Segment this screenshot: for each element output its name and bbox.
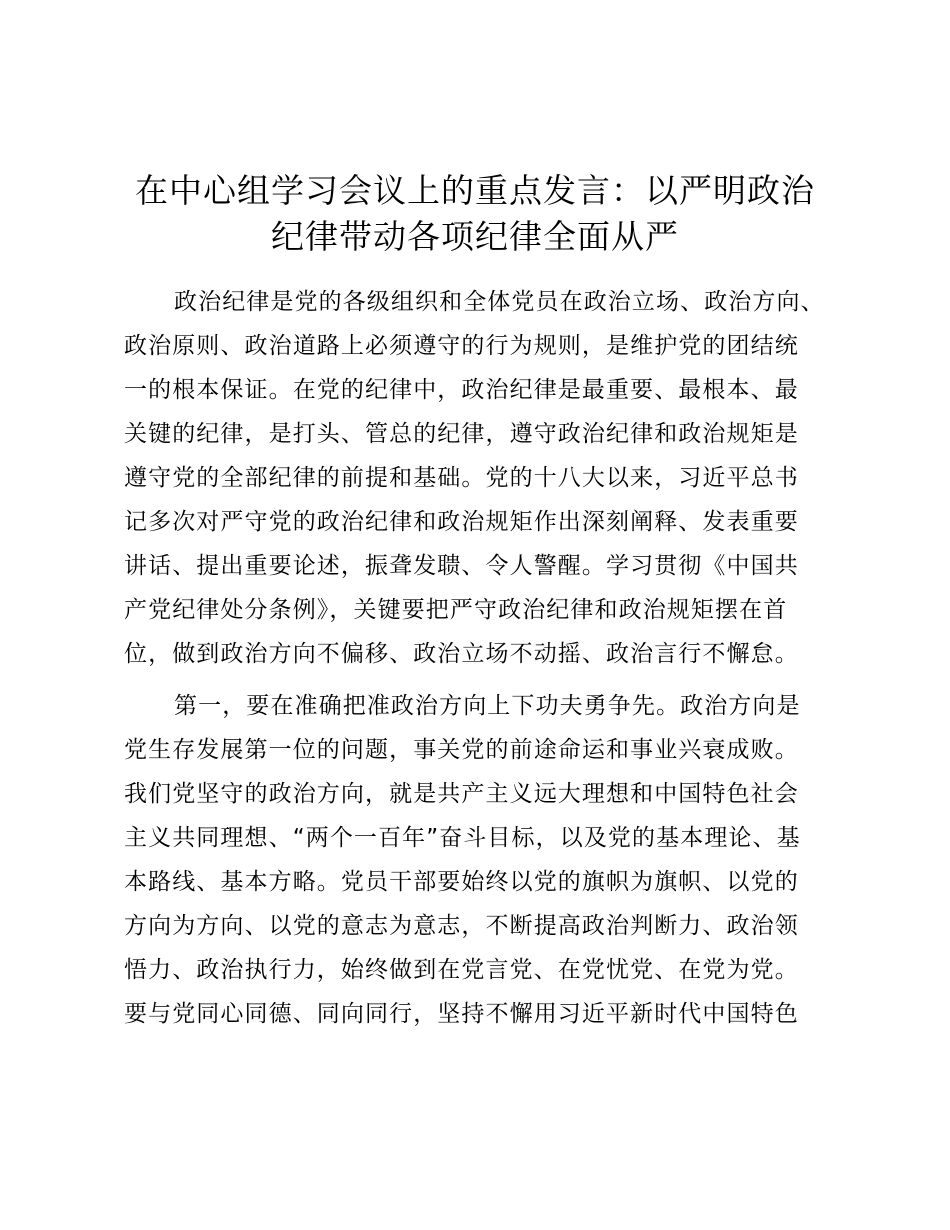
- paragraph-line: 一的根本保证。在党的纪律中，政治纪律是最重要、最根本、最: [124, 377, 799, 403]
- paragraph-line: 主义共同理想、“两个一百年”奋斗目标，以及党的基本理论、基: [124, 825, 801, 851]
- paragraph-line: 位，做到政治方向不偏移、政治立场不动摇、政治言行不懈怠。: [124, 641, 799, 667]
- title-line-2: 纪律带动各项纪律全面从严: [271, 217, 679, 256]
- paragraph-line: 党生存发展第一位的问题，事关党的前途命运和事业兴衰成败。: [124, 737, 799, 763]
- paragraph-line: 产党纪律处分条例》，关键要把严守政治纪律和政治规矩摆在首: [124, 597, 788, 623]
- paragraph-line: 要与党同心同德、同向同行，坚持不懈用习近平新时代中国特色: [124, 1001, 799, 1027]
- title-line-1: 在中心组学习会议上的重点发言：以严明政治: [135, 171, 815, 210]
- document-body: [124, 280, 844, 1036]
- document-title: [120, 168, 830, 260]
- paragraph-line: 关键的纪律，是打头、管总的纪律，遵守政治纪律和政治规矩是: [124, 421, 799, 447]
- paragraph-line: 我们党坚守的政治方向，就是共产主义远大理想和中国特色社会: [124, 781, 799, 807]
- paragraph-line: 本路线、基本方略。党员干部要始终以党的旗帜为旗帜、以党的: [124, 869, 799, 895]
- paragraph-1: [124, 280, 844, 676]
- paragraph-line: 遵守党的全部纪律的前提和基础。党的十八大以来，习近平总书: [124, 465, 799, 491]
- paragraph-line: 政治纪律是党的各级组织和全体党员在政治立场、政治方向、: [174, 289, 825, 315]
- paragraph-line: 讲话、提出重要论述，振聋发聩、令人警醒。学习贯彻《中国共: [124, 553, 799, 579]
- paragraph-2: [124, 684, 844, 1036]
- paragraph-line: 悟力、政治执行力，始终做到在党言党、在党忧党、在党为党。: [124, 957, 799, 983]
- paragraph-line: 方向为方向、以党的意志为意志，不断提高政治判断力、政治领: [124, 913, 799, 939]
- paragraph-line: 第一，要在准确把准政治方向上下功夫勇争先。政治方向是: [174, 693, 801, 719]
- paragraph-line: 政治原则、政治道路上必须遵守的行为规则，是维护党的团结统: [124, 333, 799, 359]
- paragraph-line: 记多次对严守党的政治纪律和政治规矩作出深刻阐释、发表重要: [124, 509, 799, 535]
